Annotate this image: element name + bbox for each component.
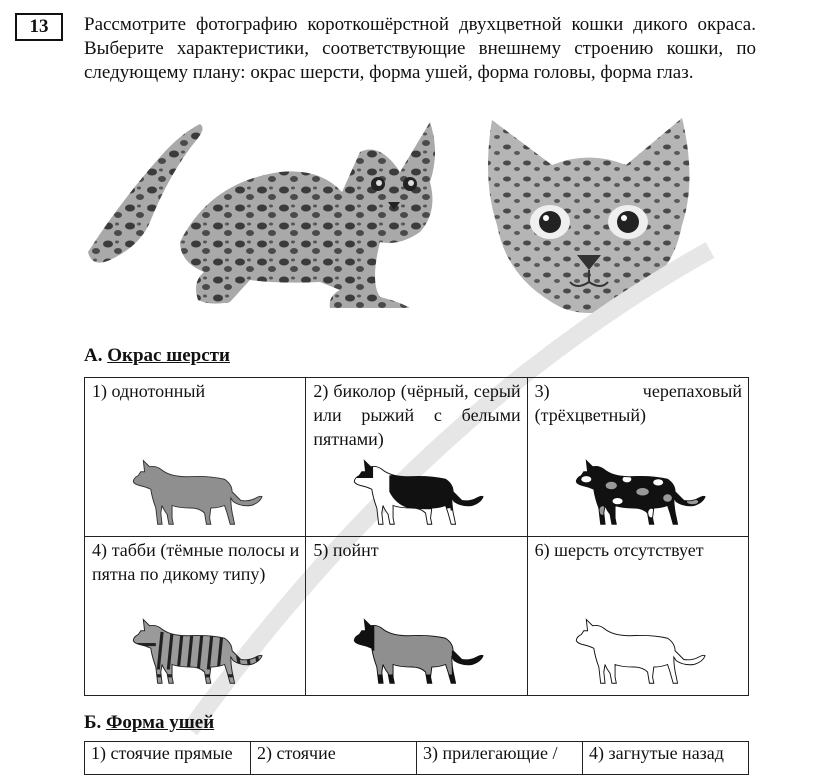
- option-cell-6: [527, 537, 748, 696]
- bicolor-cat-icon: [314, 448, 524, 528]
- ear-option-4: 4) загнутые назад: [583, 742, 749, 775]
- tortoiseshell-cat-icon: [536, 448, 746, 528]
- option-cell-1: [85, 378, 306, 537]
- option-label-2: 2) биколор (чёрный, серый или рыжий с белыми пятнами): [313, 381, 521, 449]
- coat-color-table: [84, 377, 749, 696]
- option-cell-3: [527, 378, 748, 537]
- question-number: 13: [15, 13, 63, 41]
- option-label-6: 6) шерсть отсутствует: [534, 540, 704, 560]
- hairless-cat-icon: [536, 607, 746, 687]
- option-label-1: 1) однотонный: [92, 381, 206, 401]
- ear-shape-table: [84, 741, 749, 775]
- cat-face-photo: [482, 110, 697, 320]
- option-label-3: 3) черепаховый (трёхцветный): [534, 381, 742, 425]
- section-b-title: Б. Форма ушей: [84, 712, 215, 733]
- ear-option-1: 1) стоячие прямые: [85, 742, 251, 775]
- question-text: Рассмотрите фотографию короткошёрстной двухцветной кошки дикого окраса. Выберите характеристики, соответствующие внешнему строению кошки, по следующему плану: окрас шерсти, форма ушей, форма головы, форма глаз.: [84, 14, 756, 83]
- tabby-cat-icon: [93, 607, 303, 687]
- crouching-cat-photo: [80, 112, 470, 317]
- option-label-5: 5) пойнт: [313, 540, 379, 560]
- ear-option-3: 3) прилегающие /: [417, 742, 583, 775]
- point-cat-icon: [314, 607, 524, 687]
- option-cell-4: [85, 537, 306, 696]
- solid-gray-cat-icon: [93, 448, 303, 528]
- section-a-title: А. Окрас шерсти: [84, 345, 230, 366]
- option-cell-2: [306, 378, 527, 537]
- option-label-4: 4) табби (тёмные полосы и пятна по дикому типу): [92, 540, 300, 584]
- option-cell-5: [306, 537, 527, 696]
- ear-option-2: 2) стоячие: [251, 742, 417, 775]
